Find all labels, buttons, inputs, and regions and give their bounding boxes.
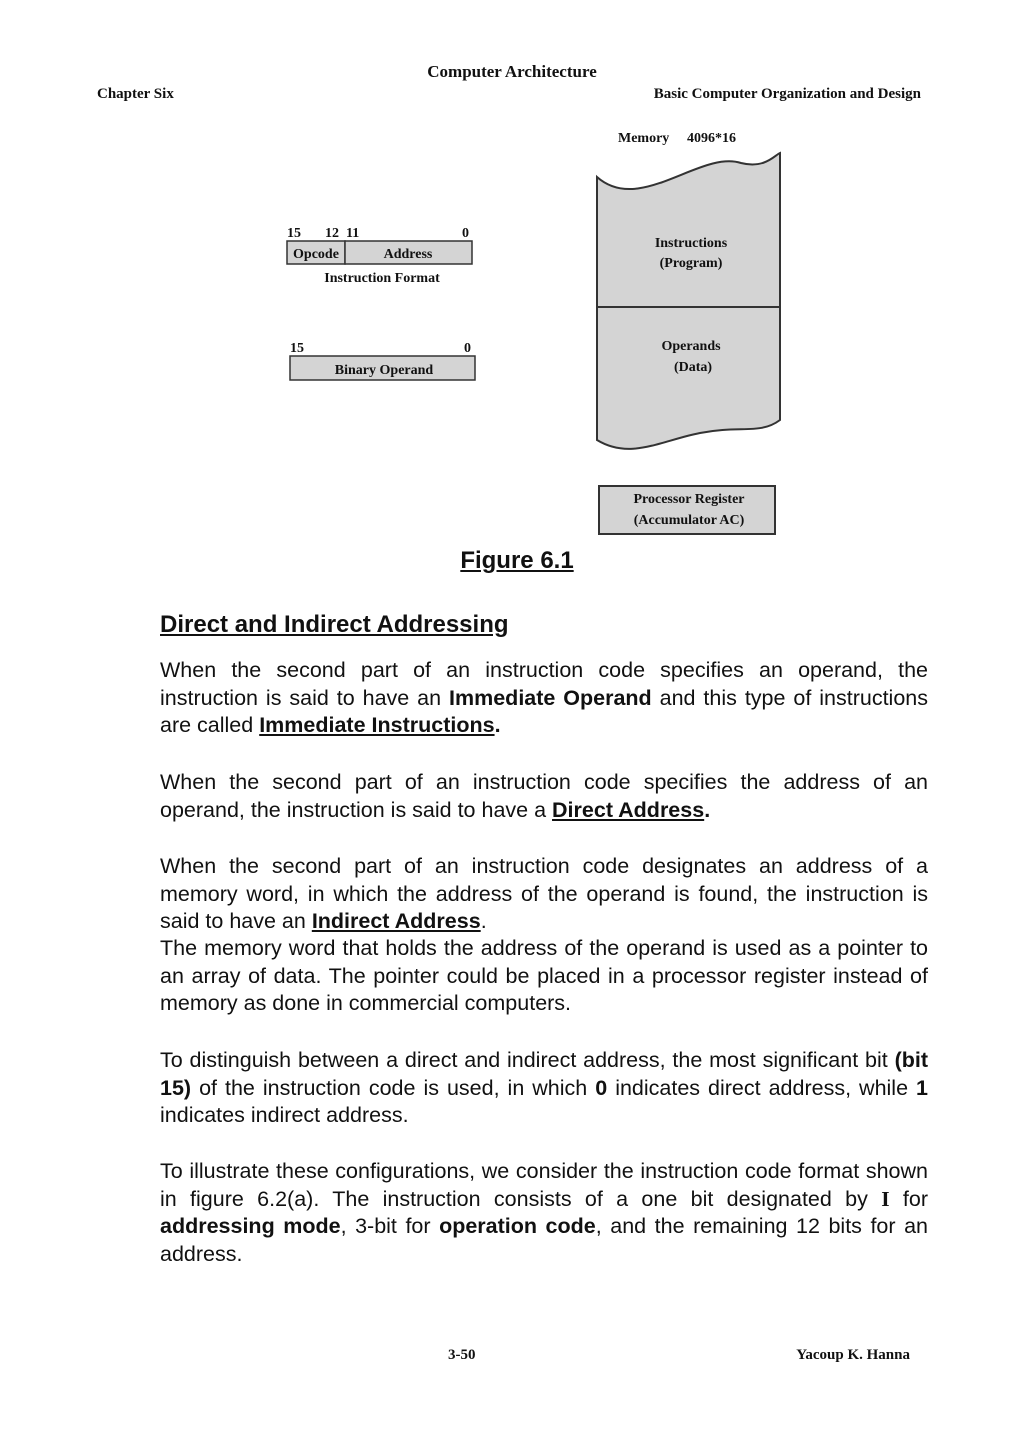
text-segment: . <box>704 797 711 822</box>
paragraph-bit15 <box>160 1047 928 1130</box>
text-segment: for <box>889 1186 928 1211</box>
paragraph-direct <box>160 769 928 824</box>
paragraph-immediate <box>160 657 928 740</box>
text-segment: . <box>480 909 487 933</box>
operands-label: Operands <box>661 339 721 354</box>
instruction-format <box>287 226 472 286</box>
term-addressing-mode: addressing mode <box>160 1214 341 1238</box>
author-name: Yacoup K. Hanna <box>796 1347 910 1363</box>
program-label: (Program) <box>659 256 723 271</box>
text-segment: , 3-bit for <box>340 1214 440 1238</box>
memory-block <box>597 131 780 449</box>
text-segment: When the second part of an instruction code specifies the address of an operand, the instruction is said to have a <box>160 770 928 822</box>
term-zero: 0 <box>595 1075 608 1100</box>
operand-bit-15-label: 15 <box>290 341 304 356</box>
figure-6-1-diagram <box>0 115 1024 545</box>
instruction-format-label: Instruction Format <box>324 271 440 286</box>
paragraph-configurations <box>160 1158 928 1268</box>
text-segment: and this type of instructions are called <box>160 685 928 737</box>
memory-outline <box>597 153 780 449</box>
instructions-label: Instructions <box>654 236 728 251</box>
memory-size: 4096*16 <box>687 131 736 146</box>
bit-11-label: 11 <box>346 226 360 241</box>
text-segment: When the second part of an instruction code specifies an operand, the instruction is said to have an <box>160 658 928 710</box>
text-segment: To illustrate these configurations, we consider the instruction code format shown in figure 6.2(a). The instruction consists of a one bit designated by <box>160 1159 928 1211</box>
processor-register <box>599 486 775 534</box>
binary-operand <box>290 341 475 380</box>
opcode-label: Opcode <box>293 247 339 262</box>
text-segment: , and the remaining 12 bits for an address. <box>160 1214 929 1266</box>
bit-0-label: 0 <box>462 226 469 241</box>
register-label: Processor Register <box>633 492 745 507</box>
bit-12-label: 12 <box>325 226 339 241</box>
text-segment: To distinguish between a direct and indirect address, the most significant bit <box>160 1048 895 1072</box>
address-label: Address <box>383 247 433 262</box>
text-segment: indicates indirect address. <box>160 1103 409 1127</box>
text-segment: indicates direct address, while <box>607 1075 917 1100</box>
chapter-label: Chapter Six <box>97 86 174 102</box>
document-title: Computer Architecture <box>427 62 597 81</box>
paragraph-indirect <box>160 853 928 936</box>
term-immediate-operand: Immediate Operand <box>449 685 652 710</box>
term-indirect-address: Indirect Address <box>311 909 481 933</box>
binary-operand-label: Binary Operand <box>334 363 434 378</box>
term-bit-15: (bit 15) <box>160 1048 928 1100</box>
term-one: 1 <box>916 1075 928 1100</box>
chapter-subtitle: Basic Computer Organization and Design <box>653 86 921 102</box>
memory-title: Memory <box>618 131 670 146</box>
data-label: (Data) <box>673 360 713 375</box>
figure-caption: Figure 6.1 <box>460 547 574 574</box>
term-direct-address: Direct Address <box>552 797 705 822</box>
operand-bit-0-label: 0 <box>464 341 471 356</box>
term-operation-code: operation code <box>439 1214 596 1238</box>
text-segment: of the instruction code is used, in which <box>191 1075 596 1100</box>
bit-15-label: 15 <box>287 226 301 241</box>
text-segment: When the second part of an instruction code designates an address of a memory word, in which the address of the operand is found, the instruction is said to have an <box>160 854 928 933</box>
page-number: 3-50 <box>448 1347 476 1363</box>
term-i: I <box>881 1186 890 1211</box>
text-segment: . <box>494 713 501 737</box>
term-immediate-instructions: Immediate Instructions <box>259 713 495 737</box>
paragraph-pointer: The memory word that holds the address of the operand is used as a pointer to an array of data. The pointer could be placed in a processor register instead of memory as done in commercial computers. <box>160 936 928 1015</box>
section-title: Direct and Indirect Addressing <box>160 611 509 638</box>
accumulator-label: (Accumulator AC) <box>633 513 745 528</box>
